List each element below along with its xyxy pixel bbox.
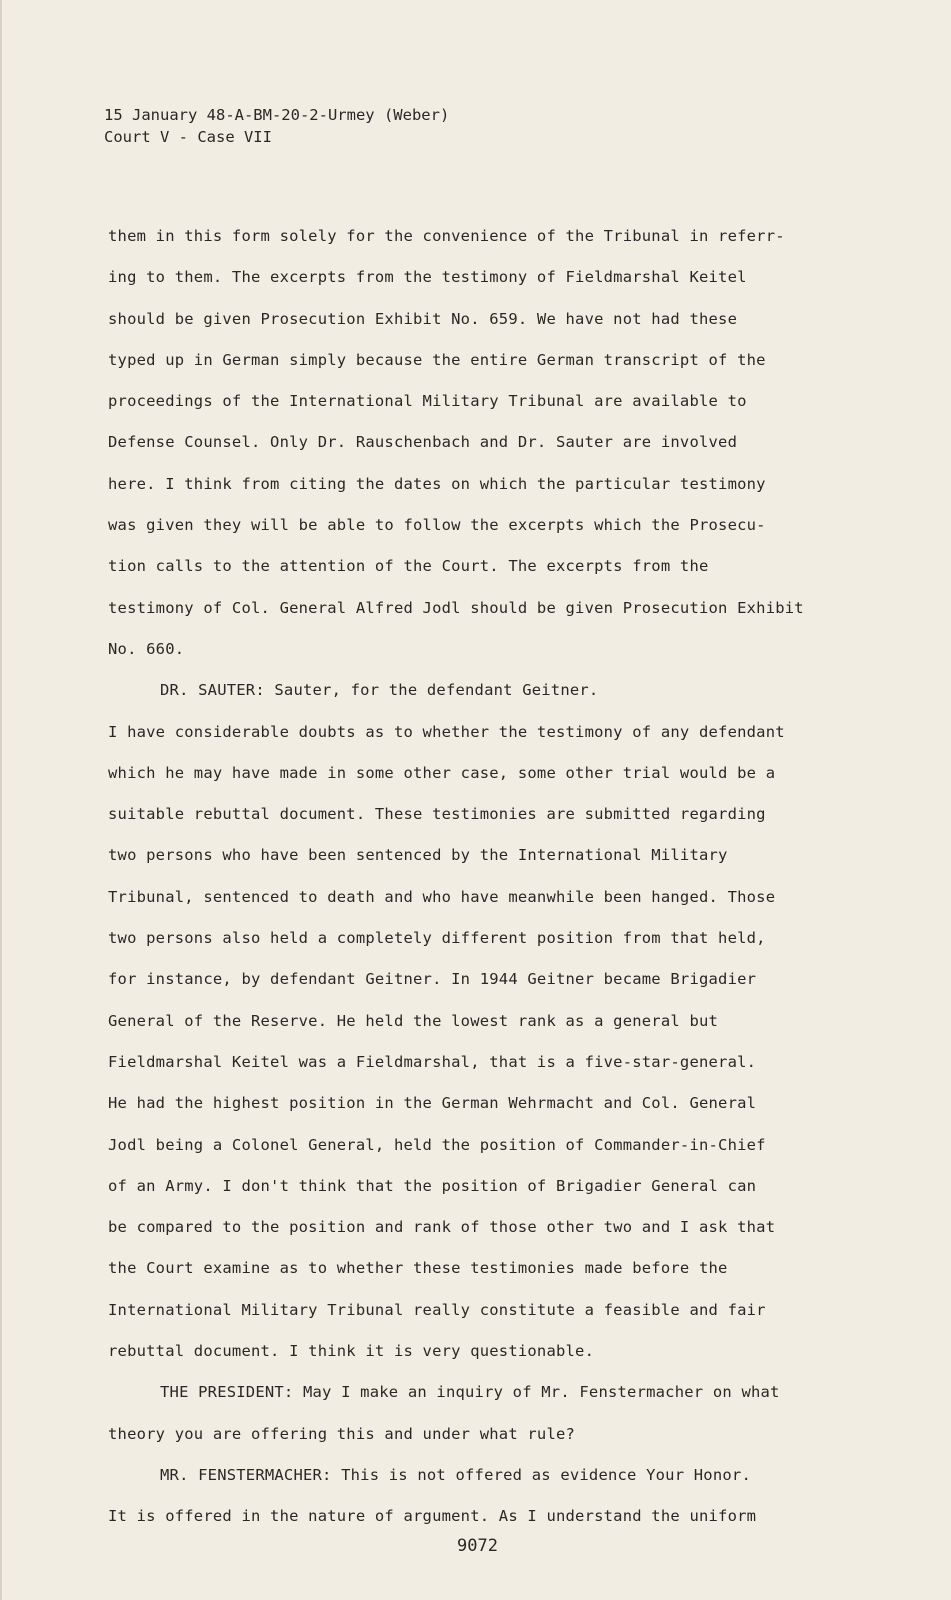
transcript-body (108, 224, 878, 1546)
transcript-line: He had the highest position in the German Wehrmacht and Col. General (108, 1094, 757, 1113)
page-number: 9072 (457, 1536, 498, 1556)
document-header (104, 104, 449, 148)
transcript-line: It is offered in the nature of argument. As I understand the uniform (108, 1507, 757, 1526)
transcript-line: two persons also held a completely different position from that held, (108, 929, 766, 948)
transcript-line: tion calls to the attention of the Court. The excerpts from the (108, 557, 709, 576)
transcript-line: proceedings of the International Military Tribunal are available to (108, 392, 747, 411)
transcript-line: International Military Tribunal really constitute a feasible and fair (108, 1300, 766, 1319)
header-court-case: Court V - Case VII (104, 128, 272, 146)
transcript-line: Tribunal, sentenced to death and who have meanwhile been hanged. Those (108, 887, 776, 906)
transcript-line: here. I think from citing the dates on which the particular testimony (108, 474, 766, 493)
transcript-line: I have considerable doubts as to whether the testimony of any defendant (108, 722, 785, 741)
transcript-line: ing to them. The excerpts from the testimony of Fieldmarshal Keitel (108, 268, 747, 287)
transcript-line: was given they will be able to follow the excerpts which the Prosecu- (108, 516, 766, 535)
transcript-line: be compared to the position and rank of those other two and I ask that (108, 1218, 776, 1237)
speaker-line-fenstermacher: MR. FENSTERMACHER: This is not offered as evidence Your Honor. (160, 1465, 751, 1484)
transcript-line: the Court examine as to whether these testimonies made before the (108, 1259, 728, 1278)
transcript-line: theory you are offering this and under what rule? (108, 1424, 576, 1443)
speaker-line-sauter: DR. SAUTER: Sauter, for the defendant Geitner. (160, 681, 599, 700)
transcript-line: testimony of Col. General Alfred Jodl should be given Prosecution Exhibit (108, 598, 804, 617)
transcript-line: typed up in German simply because the entire German transcript of the (108, 350, 766, 369)
transcript-line: of an Army. I don't think that the position of Brigadier General can (108, 1176, 757, 1195)
transcript-line: which he may have made in some other case, some other trial would be a (108, 763, 776, 782)
transcript-line: Defense Counsel. Only Dr. Rauschenbach and Dr. Sauter are involved (108, 433, 738, 452)
transcript-line: two persons who have been sentenced by the International Military (108, 846, 728, 865)
transcript-line: suitable rebuttal document. These testimonies are submitted regarding (108, 805, 766, 824)
transcript-line: rebuttal document. I think it is very questionable. (108, 1342, 595, 1361)
transcript-line: Jodl being a Colonel General, held the position of Commander-in-Chief (108, 1135, 766, 1154)
transcript-line: Fieldmarshal Keitel was a Fieldmarshal, that is a five-star-general. (108, 1052, 757, 1071)
transcript-line: should be given Prosecution Exhibit No. 659. We have not had these (108, 309, 738, 328)
transcript-line: No. 660. (108, 639, 185, 658)
transcript-line: them in this form solely for the convenience of the Tribunal in referr- (108, 227, 785, 245)
transcript-line: General of the Reserve. He held the lowest rank as a general but (108, 1011, 719, 1030)
transcript-line: for instance, by defendant Geitner. In 1944 Geitner became Brigadier (108, 970, 757, 989)
speaker-line-president: THE PRESIDENT: May I make an inquiry of Mr. Fenstermacher on what (160, 1383, 780, 1402)
header-date-reference: 15 January 48-A-BM-20-2-Urmey (Weber) (104, 106, 450, 124)
